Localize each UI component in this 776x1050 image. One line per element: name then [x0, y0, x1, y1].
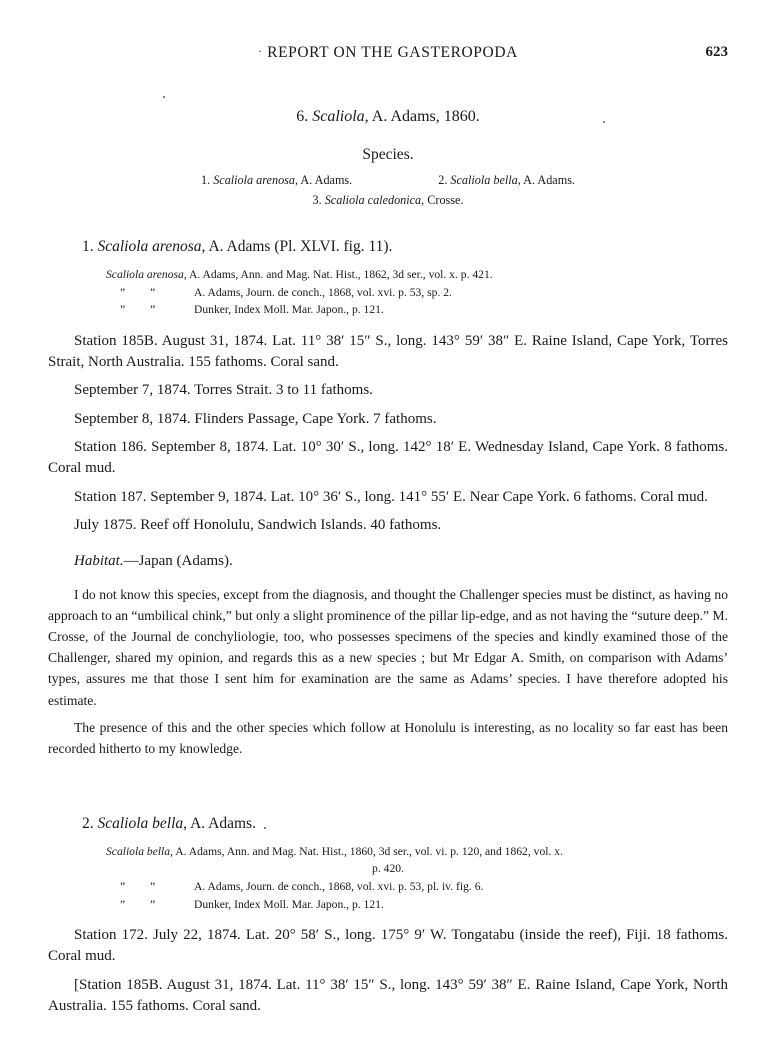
list-item — [201, 173, 352, 188]
species-item-author: , A. Adams. — [295, 173, 353, 187]
reference-text: , A. Adams, Ann. and Mag. Nat. Hist., 1860, 3d ser., vol. vi. p. 120, and 1862, vol. x. — [170, 844, 563, 858]
station-record: [Station 185B. August 31, 1874. Lat. 11° 38′ 15″ S., long. 143° 59′ 38″ E. Raine Island, Cape York, North Australia. 155 fathoms. Coral sand. — [48, 976, 728, 1015]
station-record: Station 186. September 8, 1874. Lat. 10° 30′ S., long. 142° 18′ E. Wednesday Island, Cape York. 8 fathoms. Coral mud. — [48, 439, 728, 477]
habitat-line — [48, 553, 728, 570]
page-number: 623 — [705, 44, 728, 60]
species-list-row-1 — [48, 173, 728, 188]
page-header-title — [48, 44, 728, 62]
scan-speck — [264, 827, 266, 829]
section-author: , A. Adams, 1860. — [364, 108, 480, 125]
station-record: Station 187. September 9, 1874. Lat. 10° 36′ S., long. 141° 55′ E. Near Cape York. 6 fathoms. Coral mud. — [74, 488, 708, 505]
ditto-mark: ” — [120, 879, 126, 893]
entry-number: 2. — [82, 814, 94, 832]
entry-species-name: Scaliola arenosa — [97, 238, 202, 255]
entry-heading-rest: , A. Adams. — [183, 814, 256, 832]
species-item-name: Scaliola arenosa — [213, 173, 295, 187]
species-list-row-2 — [48, 193, 728, 208]
entry-number: 1. — [82, 238, 94, 255]
reference-italic-name: Scaliola bella — [106, 844, 171, 858]
reference-line — [48, 843, 728, 861]
scan-speck — [603, 121, 605, 123]
reference-line — [48, 896, 728, 914]
entry-2-references — [48, 843, 728, 913]
reference-line — [48, 266, 728, 284]
station-record: Station 172. July 22, 1874. Lat. 20° 58′ S., long. 175° 9′ W. Tongatabu (inside the reef), Fiji. 18 fathoms. Coral mud. — [48, 927, 728, 965]
reference-text: Dunker, Index Moll. Mar. Japon., p. 121. — [194, 303, 384, 317]
ditto-mark: ” — [150, 897, 156, 911]
station-record: September 7, 1874. Torres Strait. 3 to 11 fathoms. — [74, 382, 373, 399]
entry-1-stations — [48, 331, 728, 536]
reference-line — [48, 878, 728, 896]
reference-continuation: p. 420. — [372, 862, 404, 876]
entry-species-name: Scaliola bella — [97, 814, 184, 832]
section-genus: Scaliola — [312, 108, 365, 125]
ditto-mark: ” — [150, 285, 156, 299]
entry-2-heading — [48, 815, 728, 833]
entry-1-discussion-paragraph-2: The presence of this and the other species which follow at Honolulu is interesting, as no locality so far east has been recorded hitherto to my knowledge. — [48, 719, 728, 756]
running-head — [48, 44, 728, 78]
ditto-mark: ” — [150, 303, 156, 317]
species-item-name: Scaliola bella — [450, 173, 518, 187]
reference-text: A. Adams, Journ. de conch., 1868, vol. xvi. p. 53, pl. iv. fig. 6. — [194, 879, 484, 893]
page-content — [48, 108, 728, 1017]
species-item-author: , Crosse. — [421, 193, 464, 207]
reference-text: , A. Adams, Ann. and Mag. Nat. Hist., 1862, 3d ser., vol. x. p. 421. — [183, 268, 493, 281]
section-spacer — [48, 759, 728, 785]
species-item-name: Scaliola caledonica — [324, 193, 422, 207]
section-number: 6. — [296, 108, 309, 125]
ditto-mark: ” — [120, 303, 126, 317]
ditto-mark: ” — [120, 285, 126, 299]
entry-heading-rest: , A. Adams (Pl. XLVI. fig. 11). — [201, 238, 393, 255]
header-title-text: REPORT ON THE GASTEROPODA — [267, 44, 518, 61]
scan-speck — [163, 96, 165, 98]
species-label: Species. — [362, 146, 414, 163]
ditto-mark: ” — [150, 879, 156, 893]
header-leading-dot: · — [258, 44, 263, 58]
habitat-text: —Japan (Adams). — [123, 553, 233, 570]
species-item-number: 2. — [438, 173, 448, 187]
reference-italic-name: Scaliola arenosa — [106, 268, 184, 281]
station-record: Station 185B. August 31, 1874. Lat. 11° 38′ 15″ S., long. 143° 59′ 38″ E. Raine Island, Cape York, Torres Strait, North Australia. 155 fathoms. Coral sand. — [48, 332, 728, 371]
section-title — [48, 108, 728, 126]
ditto-mark: ” — [120, 897, 126, 911]
entry-2-stations — [48, 925, 728, 1017]
species-item-number: 1. — [201, 173, 211, 187]
station-record: July 1875. Reef off Honolulu, Sandwich Islands. 40 fathoms. — [74, 516, 442, 533]
reference-text: Dunker, Index Moll. Mar. Japon., p. 121. — [194, 897, 384, 911]
species-item-author: , A. Adams. — [517, 173, 575, 187]
entry-1-heading — [48, 238, 728, 256]
species-item-number: 3. — [312, 193, 322, 207]
entry-1-references — [48, 266, 728, 319]
reference-text: A. Adams, Journ. de conch., 1868, vol. xvi. p. 53, sp. 2. — [194, 285, 452, 299]
reference-line — [48, 301, 728, 319]
habitat-label: Habitat. — [74, 553, 124, 570]
reference-line — [48, 284, 728, 302]
station-record: September 8, 1874. Flinders Passage, Cape York. 7 fathoms. — [74, 410, 437, 427]
list-item — [438, 173, 575, 188]
entry-1-discussion-paragraph-1: I do not know this species, except from the diagnosis, and thought the Challenger species must be distinct, as having no approach to an “umbilical chink,” but only a slight prominence of the pillar lip-edge, and as not having the “suture deep.” M. Crosse, of the Journal de conchyliologie, too, who possesses specimens of the species and kindly examined those of the Challenger, shared my opinion, and regards this as a new species ; but Mr Edgar A. Smith, on comparison with Adams’ types, assures me that those I sent him for examination are the same as Adams’ species. I have therefore adopted his estimate. — [48, 587, 728, 708]
